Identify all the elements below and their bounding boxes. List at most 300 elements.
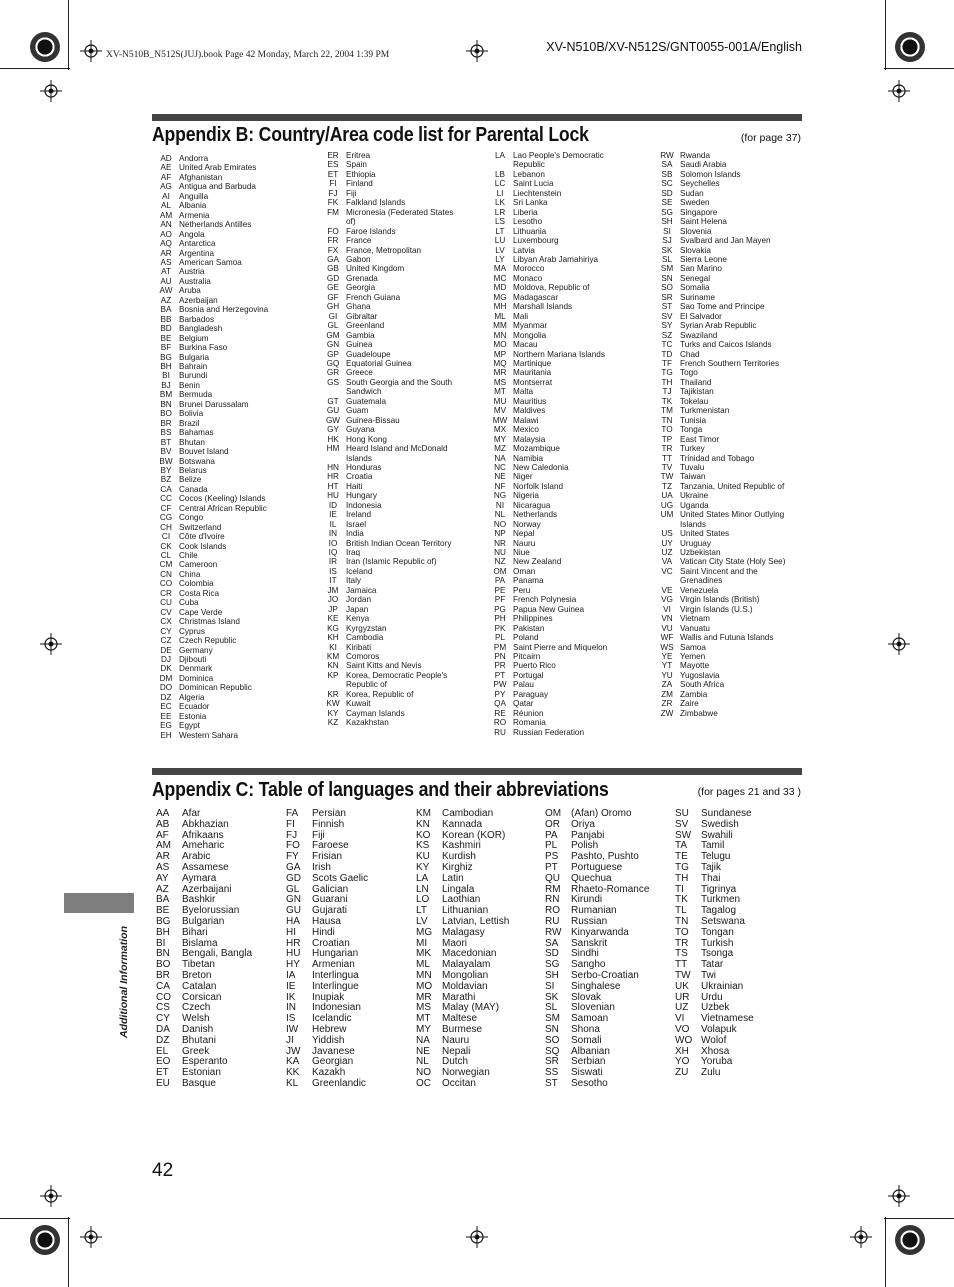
name-cell: Moldova, Republic of (513, 283, 590, 293)
list-item (654, 274, 785, 283)
code-cell: KP (327, 670, 339, 680)
list-item (487, 368, 607, 377)
code-cell: IN (286, 1002, 296, 1014)
list-item (654, 359, 785, 368)
list-item (153, 504, 268, 513)
crosshair-icon (888, 633, 910, 655)
list-item (320, 463, 453, 472)
name-cell: Myanmar (513, 321, 548, 331)
list-item (320, 179, 453, 188)
name-cell: Cayman Islands (346, 708, 405, 718)
code-cell: BI (162, 371, 170, 381)
name-cell: Frisian (312, 851, 343, 863)
list-item (320, 699, 453, 708)
name-cell: Iran (Islamic Republic of) (346, 557, 437, 567)
code-cell: PH (494, 614, 506, 624)
list-item (654, 520, 785, 529)
code-cell: KM (326, 652, 340, 662)
list-item (153, 693, 268, 702)
registration-target-icon (30, 1225, 60, 1255)
name-cell: Mongolia (513, 330, 547, 340)
name-cell: Sesotho (571, 1077, 608, 1089)
name-cell: Hindi (312, 926, 335, 938)
name-cell: Nicaragua (513, 500, 551, 510)
list-item (487, 425, 607, 434)
code-cell: LT (416, 905, 427, 917)
code-cell: CR (160, 588, 172, 598)
name-cell: Mauritius (513, 396, 547, 406)
list-item (654, 472, 785, 481)
code-cell: UR (675, 991, 690, 1003)
code-cell: CM (159, 560, 173, 570)
name-cell: Zimbabwe (680, 708, 718, 718)
name-cell: Persian (312, 808, 346, 819)
code-cell: MS (416, 1002, 431, 1014)
list-item (671, 1036, 754, 1047)
name-cell: Andorra (179, 154, 209, 163)
list-item (412, 820, 509, 831)
name-cell: Turkey (680, 444, 705, 454)
list-item (654, 312, 785, 321)
code-cell: MD (493, 283, 507, 293)
code-cell (320, 454, 346, 463)
code-cell: TW (675, 969, 691, 981)
code-cell: DE (160, 645, 172, 655)
code-cell: GU (326, 406, 340, 416)
code-cell: IT (329, 576, 337, 586)
code-cell: SN (545, 1023, 559, 1035)
list-item (153, 617, 268, 626)
document-id: XV-N510B/XV-N512S/GNT0055-001A/English (546, 40, 802, 54)
name-cell: Yoruba (701, 1056, 733, 1068)
name-cell: Cambodia (346, 633, 384, 643)
name-cell: Guatemala (346, 396, 387, 406)
name-cell: Gibraltar (346, 311, 378, 321)
name-cell: Guadeloupe (346, 349, 391, 359)
code-cell: GI (328, 311, 338, 321)
list-item (654, 321, 785, 330)
list-item (654, 510, 785, 519)
name-cell: Assamese (182, 861, 229, 873)
name-cell: Bashkir (182, 894, 216, 906)
code-cell: TD (661, 349, 673, 359)
list-item (541, 982, 649, 993)
code-cell: SK (661, 245, 673, 255)
name-cell: Portuguese (571, 861, 623, 873)
code-cell: BB (160, 314, 172, 324)
code-cell: DK (160, 664, 172, 674)
crosshair-icon (40, 80, 62, 102)
code-cell: EH (160, 730, 172, 740)
name-cell: Honduras (346, 462, 382, 472)
code-cell: JP (328, 604, 338, 614)
name-cell: Finnish (312, 818, 345, 830)
name-cell: Islands (346, 453, 372, 463)
list-item (654, 548, 785, 557)
name-cell: Burundi (179, 371, 208, 381)
code-cell: BR (156, 969, 170, 981)
name-cell: Interlingua (312, 969, 359, 981)
code-cell: FO (286, 840, 300, 852)
name-cell: Yugoslavia (680, 670, 720, 680)
list-item (153, 466, 268, 475)
code-cell: AN (160, 220, 172, 230)
list-item (654, 283, 785, 292)
code-cell: TZ (661, 481, 672, 491)
code-cell: LT (495, 226, 505, 236)
name-cell: France (346, 236, 372, 246)
list-item (487, 217, 607, 226)
code-cell: MG (493, 292, 507, 302)
code-cell: PT (545, 861, 558, 873)
list-item (671, 1068, 754, 1079)
list-item (487, 614, 607, 623)
list-item (153, 239, 268, 248)
name-cell: Zulu (701, 1067, 721, 1079)
name-cell: Liberia (513, 207, 538, 217)
code-cell: LY (495, 254, 505, 264)
list-item (153, 721, 268, 730)
list-item (654, 671, 785, 680)
name-cell: Cambodian (442, 808, 494, 819)
name-cell: Sweden (680, 198, 710, 208)
list-item (282, 1036, 368, 1047)
code-cell: GQ (326, 358, 340, 368)
code-cell: WO (675, 1034, 693, 1046)
list-item (320, 340, 453, 349)
code-cell: GD (326, 273, 340, 283)
name-cell: Bolivia (179, 409, 204, 419)
name-cell: Siswati (571, 1067, 603, 1079)
list-item (320, 690, 453, 699)
code-cell: FK (327, 198, 339, 208)
list-item (153, 343, 268, 352)
name-cell: Algeria (179, 692, 205, 702)
name-cell: Argentina (179, 248, 215, 258)
name-cell: Djibouti (179, 655, 207, 665)
code-cell: RE (494, 708, 506, 718)
list-item (153, 211, 268, 220)
list-item (153, 447, 268, 456)
name-cell: Danish (182, 1023, 214, 1035)
language-code-column (541, 809, 649, 1090)
section-tab (64, 893, 134, 913)
code-cell: MO (416, 980, 433, 992)
code-cell: MZ (494, 444, 506, 454)
crop-mark (68, 0, 69, 70)
code-cell: NI (495, 500, 505, 510)
list-item (320, 539, 453, 548)
code-cell: BN (160, 399, 172, 409)
code-cell: SH (545, 969, 559, 981)
name-cell: Falkland Islands (346, 198, 406, 208)
name-cell: Estonia (179, 711, 207, 721)
name-cell: Taiwan (680, 472, 706, 482)
code-cell: GE (327, 283, 339, 293)
name-cell: Palau (513, 680, 534, 690)
appendix-c-page-ref: (for pages 21 and 33 ) (697, 786, 801, 798)
list-item (153, 305, 268, 314)
list-item (487, 520, 607, 529)
list-item (412, 1079, 509, 1090)
code-cell: TP (661, 434, 673, 444)
name-cell: Turkish (701, 937, 734, 949)
name-cell: East Timor (680, 434, 720, 444)
list-item (153, 371, 268, 380)
list-item (153, 296, 268, 305)
list-item (654, 397, 785, 406)
name-cell: Papua New Guinea (513, 604, 585, 614)
code-cell: BR (160, 418, 172, 428)
name-cell: Scots Gaelic (312, 872, 369, 884)
name-cell: Samoan (571, 1013, 609, 1025)
list-item (654, 416, 785, 425)
country-code-column (153, 154, 268, 740)
crop-mark (68, 1217, 69, 1287)
list-item (654, 264, 785, 273)
list-item (282, 982, 368, 993)
name-cell: Cape Verde (179, 607, 223, 617)
name-cell: Colombia (179, 579, 214, 589)
code-cell: SL (545, 1002, 558, 1014)
code-cell: AM (159, 210, 173, 220)
code-cell: FJ (328, 188, 338, 198)
name-cell: Peru (513, 585, 531, 595)
name-cell: Arabic (182, 851, 211, 863)
list-item (153, 182, 268, 191)
code-cell: TW (660, 472, 674, 482)
registration-target-icon (30, 32, 60, 62)
list-item (487, 227, 607, 236)
list-item (282, 928, 368, 939)
code-cell: RO (493, 718, 507, 728)
list-item (320, 567, 453, 576)
name-cell: Lebanon (513, 169, 545, 179)
name-cell: Libyan Arab Jamahiriya (513, 254, 599, 264)
code-cell (487, 160, 513, 169)
name-cell: Sao Tome and Principe (680, 302, 765, 312)
name-cell: Pakistan (513, 623, 545, 633)
name-cell: Irish (312, 861, 331, 873)
list-item (487, 435, 607, 444)
list-item (320, 274, 453, 283)
country-code-column (320, 151, 453, 728)
code-cell: EU (156, 1077, 170, 1089)
name-cell: Greenlandic (312, 1077, 366, 1089)
list-item (654, 605, 785, 614)
name-cell: Cyprus (179, 626, 205, 636)
name-cell: Lao People's Democratic (513, 151, 604, 160)
code-cell: AS (156, 861, 170, 873)
name-cell: Nigeria (513, 491, 539, 501)
code-cell: VA (661, 557, 673, 567)
list-item (487, 718, 607, 727)
name-cell: Turks and Caicos Islands (680, 340, 772, 350)
list-item (487, 179, 607, 188)
list-item (320, 425, 453, 434)
list-item (654, 633, 785, 642)
name-cell: Bulgarian (182, 915, 225, 927)
code-cell: IA (286, 969, 296, 981)
list-item (654, 387, 785, 396)
list-item (487, 595, 607, 604)
name-cell: Marshall Islands (513, 302, 573, 312)
list-item (654, 179, 785, 188)
name-cell: Nepali (442, 1045, 471, 1057)
list-item (320, 520, 453, 529)
name-cell: Réunion (513, 708, 544, 718)
code-cell: CA (160, 484, 172, 494)
name-cell: Abkhazian (182, 818, 229, 830)
code-cell: PN (494, 652, 506, 662)
code-cell: TC (661, 340, 673, 350)
name-cell: Anguilla (179, 191, 209, 201)
name-cell: Saint Lucia (513, 179, 554, 189)
name-cell: Netherlands Antilles (179, 220, 252, 230)
list-item (153, 267, 268, 276)
name-cell: Japan (346, 604, 369, 614)
name-cell: Iraq (346, 548, 361, 558)
code-cell: IS (286, 1013, 296, 1025)
name-cell: France, Metropolitan (346, 245, 422, 255)
name-cell: Vietnamese (701, 1013, 754, 1025)
list-item (654, 170, 785, 179)
list-item (153, 712, 268, 721)
code-cell: YU (661, 670, 673, 680)
name-cell: Eritrea (346, 151, 371, 160)
list-item (412, 928, 509, 939)
name-cell: Uruguay (680, 538, 711, 548)
list-item (487, 274, 607, 283)
list-item (671, 982, 754, 993)
name-cell: Bihari (182, 926, 208, 938)
name-cell: Svalbard and Jan Mayen (680, 236, 771, 246)
name-cell: Kurdish (442, 851, 476, 863)
code-cell: GN (326, 340, 340, 350)
code-cell: UY (661, 538, 673, 548)
code-cell: VC (661, 566, 673, 576)
list-item (487, 189, 607, 198)
list-item (487, 690, 607, 699)
name-cell: Guarani (312, 894, 348, 906)
list-item (654, 378, 785, 387)
code-cell: TT (675, 959, 688, 971)
list-item (152, 874, 252, 885)
code-cell: RU (545, 915, 560, 927)
list-item (153, 258, 268, 267)
name-cell: United Arab Emirates (179, 163, 257, 173)
list-item (487, 454, 607, 463)
name-cell: Lithuania (513, 226, 547, 236)
code-cell: SD (661, 188, 673, 198)
code-cell: EG (160, 721, 172, 731)
name-cell: Sudan (680, 188, 704, 198)
code-cell: CU (160, 598, 172, 608)
code-cell: NR (494, 538, 506, 548)
code-cell: MX (493, 425, 507, 435)
code-cell: PK (494, 623, 506, 633)
name-cell: Uganda (680, 500, 709, 510)
name-cell: Swaziland (680, 330, 718, 340)
name-cell: Vanuatu (680, 623, 710, 633)
code-cell: IR (328, 557, 338, 567)
name-cell: Martinique (513, 358, 552, 368)
name-cell: Mozambique (513, 444, 560, 454)
code-cell: MG (416, 926, 433, 938)
code-cell (654, 576, 680, 585)
name-cell: Turkmenistan (680, 406, 730, 416)
list-item (320, 614, 453, 623)
name-cell: Saint Vincent and the (680, 566, 758, 576)
code-cell: SO (545, 1034, 560, 1046)
code-cell: ER (327, 151, 339, 160)
list-item (320, 378, 453, 387)
code-cell: CA (156, 980, 170, 992)
code-cell: PT (494, 670, 506, 680)
name-cell: Uzbek (701, 1002, 730, 1014)
code-cell: GH (326, 302, 340, 312)
name-cell: Welsh (182, 1013, 210, 1025)
code-cell: NL (416, 1056, 429, 1068)
code-cell: ZW (660, 708, 674, 718)
name-cell: Sanskrit (571, 937, 608, 949)
name-cell: Saudi Arabia (680, 160, 727, 170)
list-item (487, 264, 607, 273)
code-cell: OM (545, 808, 562, 819)
name-cell: Sangho (571, 959, 606, 971)
name-cell: Kirundi (571, 894, 603, 906)
name-cell: Cocos (Keeling) Islands (179, 494, 266, 504)
code-cell: NE (494, 472, 506, 482)
list-item (153, 457, 268, 466)
name-cell: Macedonian (442, 948, 497, 960)
name-cell: Austria (179, 267, 205, 277)
code-cell: XH (675, 1045, 689, 1057)
list-item (282, 874, 368, 885)
code-cell: HU (286, 948, 301, 960)
name-cell: Greek (182, 1045, 210, 1057)
code-cell: KL (286, 1077, 299, 1089)
code-cell: NO (416, 1067, 431, 1079)
name-cell: Syrian Arab Republic (680, 321, 757, 331)
name-cell: Tonga (680, 425, 703, 435)
code-cell: GF (327, 292, 339, 302)
code-cell: UZ (675, 1002, 689, 1014)
code-cell: CY (160, 626, 172, 636)
name-cell: Uzbekistan (680, 548, 721, 558)
name-cell: Saint Helena (680, 217, 727, 227)
code-cell: SS (545, 1067, 559, 1079)
code-cell: PM (493, 642, 507, 652)
list-item (320, 236, 453, 245)
code-cell: SW (675, 829, 692, 841)
name-cell: Swedish (701, 818, 739, 830)
name-cell: Gabon (346, 254, 371, 264)
name-cell: Haiti (346, 481, 363, 491)
name-cell: Rwanda (680, 151, 711, 160)
code-cell: TH (661, 377, 673, 387)
list-item (153, 513, 268, 522)
crosshair-icon (466, 1226, 488, 1248)
name-cell: Netherlands (513, 510, 558, 520)
code-cell: NA (416, 1034, 430, 1046)
code-cell: EE (160, 711, 172, 721)
code-cell: NP (494, 529, 506, 539)
name-cell: Christmas Island (179, 617, 240, 627)
code-cell: MO (493, 340, 507, 350)
name-cell: China (179, 569, 201, 579)
name-cell: American Samoa (179, 257, 242, 267)
